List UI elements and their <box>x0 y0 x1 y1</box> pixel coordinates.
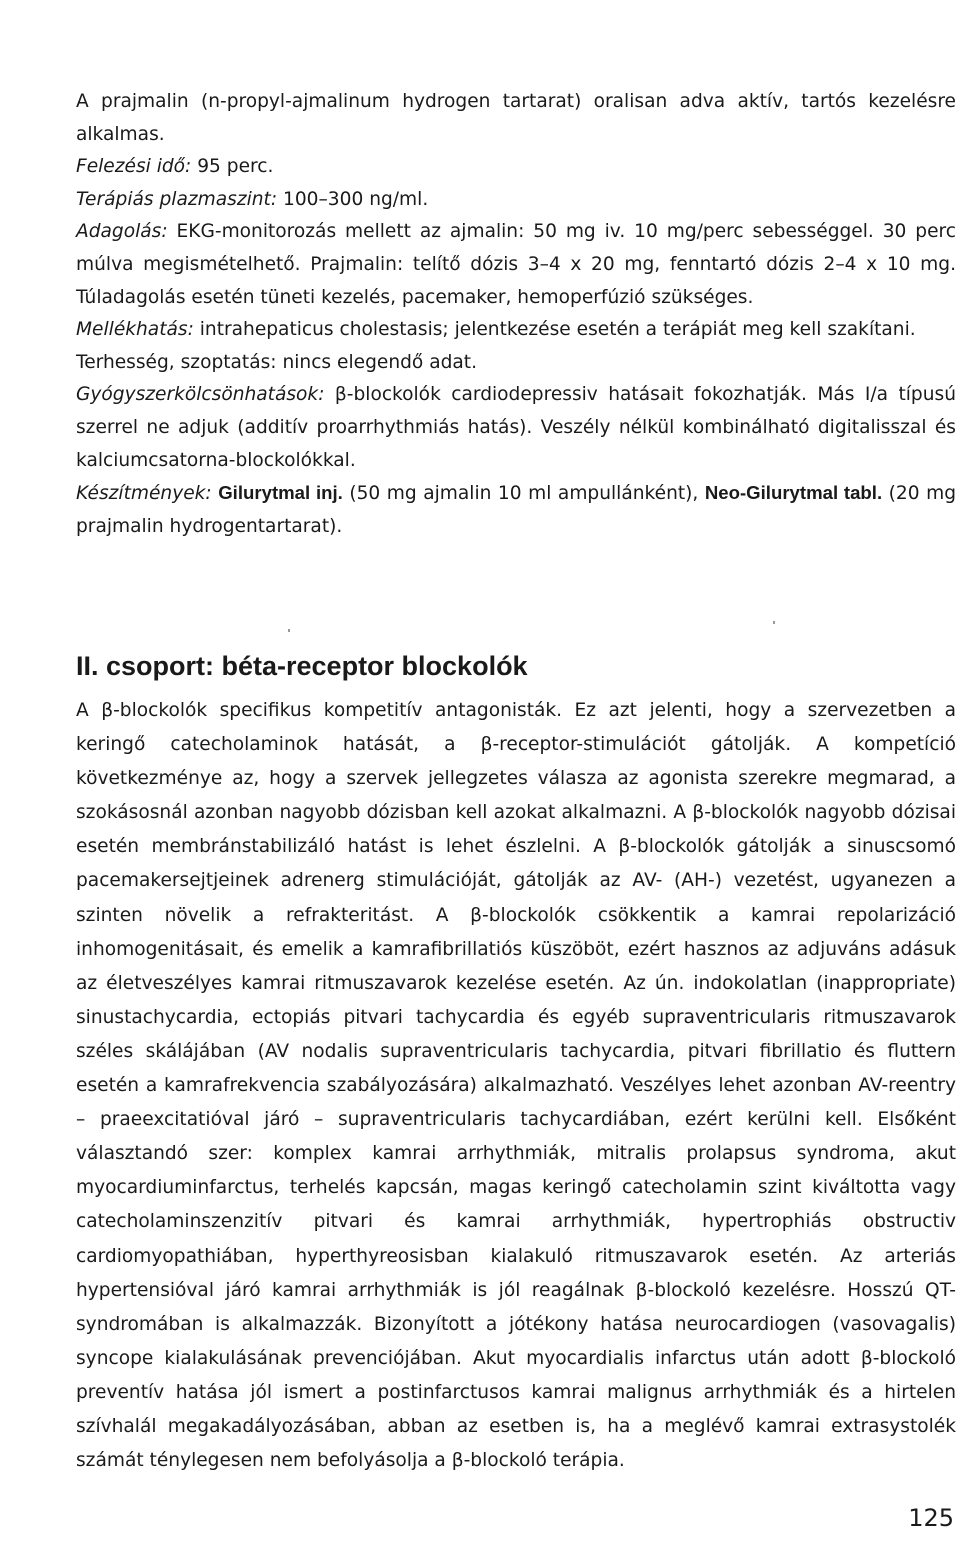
half-life-line <box>76 151 956 184</box>
half-life-value: 95 perc. <box>191 156 274 178</box>
product-1-name: Gilurytmal inj. <box>218 482 343 504</box>
product-2-name: Neo-Gilurytmal tabl. <box>704 482 883 504</box>
products-label: Készítmények: <box>76 483 212 505</box>
section-heading: II. csoport: béta-receptor blockolók <box>76 651 528 681</box>
beta-blocker-paragraph: A β-blockolók specifikus kompetitív antagonisták. Ez azt jelenti, hogy a szervezetben a keringő catecholaminok hatását, a β-receptor-stimulációt gátolják. A kompetíció következménye az, hogy a szervek jellegzetes válasza az agonista szerekre megmarad, a szokásosnál azonban nagyobb dózisban kell azokat alkalmazni. A β-blockolók nagyobb dózisai esetén membránstabilizáló hatást is lehet észlelni. A β-blockolók gátolják a sinuscsomó pacemakersejtjeinek adrenerg stimulációját, gátolják az AV- (AH-) vezetést, ugyanezen a szinten növelik a refrakteritást. A β-blockolók csökkentik a kamrai repolarizáció inhomogenitásait, és emelik a kamrafibrillatiós küszöböt, ezért hasznos az adjuváns adásuk az életveszélyes kamrai ritmuszavarok kezelése esetén. Az ún. indokolatlan (inappropriate) sinustachycardia, ectopiás pitvari tachycardia és egyéb supraventricularis ritmuszavarok széles skálájában (AV nodalis supraventricularis tachycardia, pitvari fibrillatio és fluttern esetén a kamrafrekvencia szabályozására) alkalmazható. Veszélyes lehet azonban AV-reentry – praeexcitatióval járó – supraventricularis tachycardiában, ezért kerülni kell. Elsőként választandó szer: komplex kamrai arrhythmiák, mitralis prolapsus syndroma, akut myocardiuminfarctus, terhelés kapcsán, magas keringő catecholamin szint kiváltotta vagy catecholaminszenzitív pitvari és kamrai arrhythmiák, hypertrophiás obstructiv cardiomyopathiában, hyperthyreosisban kialakuló ritmuszavarok esetén. Az arteriás hypertensióval járó kamrai arrhythmiák is jól reagálnak β-blockoló kezelésre. Hosszú QT-syndromában is alkalmazzák. Bizonyított a jótékony hatása neurocardiogen (vasovagalis) syncope kialakulásának prevenciójában. Akut myocardialis infarctus után adott β-blockoló preventív hatása jól ismert a postinfarctusos kamrai malignus arrhythmiák és a hirtelen szívhalál megakadályozásában, abban az esetben is, ha a meglévő kamrai extrasystolék számát ténylegesen nem befolyásolja a β-blockoló terápia. <box>76 700 956 1472</box>
plasma-level-label: Terápiás plazmaszint: <box>76 188 278 210</box>
section-body <box>76 694 956 1478</box>
product-2-desc: (20 mg prajmalin hydrogentartarat). <box>76 483 957 537</box>
products-paragraph <box>76 477 956 543</box>
product-1-desc: (50 mg ajmalin 10 ml ampullánként), <box>342 483 705 505</box>
half-life-label: Felezési idő: <box>76 156 192 178</box>
interactions-label: Gyógyszerkölcsönhatások: <box>76 384 325 406</box>
plasma-level-line <box>76 184 956 217</box>
drug-monograph-block <box>76 86 956 543</box>
side-effect-paragraph <box>76 314 956 347</box>
interactions-value: β-blockolók cardiodepressiv hatásait fokozhatják. Más I/a típusú szerrel ne adjuk (additív proarrhythmiás hatás). Veszély nélkül kombinálható digitalisszal és kalciumcsatorna-blockolókkal. <box>76 384 956 471</box>
dosing-label: Adagolás: <box>76 221 168 243</box>
plasma-level-value: 100–300 ng/ml. <box>277 188 429 210</box>
side-effect-value: intrahepaticus cholestasis; jelentkezése esetén a terápiát meg kell szakítani. <box>193 319 916 341</box>
dosing-value: EKG-monitorozás mellett az ajmalin: 50 mg iv. 10 mg/perc sebességgel. 30 perc múlva megismételhető. Prajmalin: telítő dózis 3–4 x 20 mg, fenntartó dózis 2–4 x 10 mg. Túladagolás esetén tüneti kezelés, pacemaker, hemoperfúzió szükséges. <box>76 221 956 308</box>
dosing-paragraph <box>76 216 956 314</box>
scan-speck <box>288 629 290 632</box>
scan-speck <box>773 621 775 624</box>
pregnancy-line: Terhesség, szoptatás: nincs elegendő adat. <box>76 351 477 373</box>
page-number: 125 <box>908 1504 954 1532</box>
side-effect-label: Mellékhatás: <box>76 319 194 341</box>
interactions-paragraph <box>76 379 956 477</box>
intro-paragraph: A prajmalin (n-propyl-ajmalinum hydrogen tartarat) oralisan adva aktív, tartós kezelésre alkalmas. <box>76 91 956 145</box>
